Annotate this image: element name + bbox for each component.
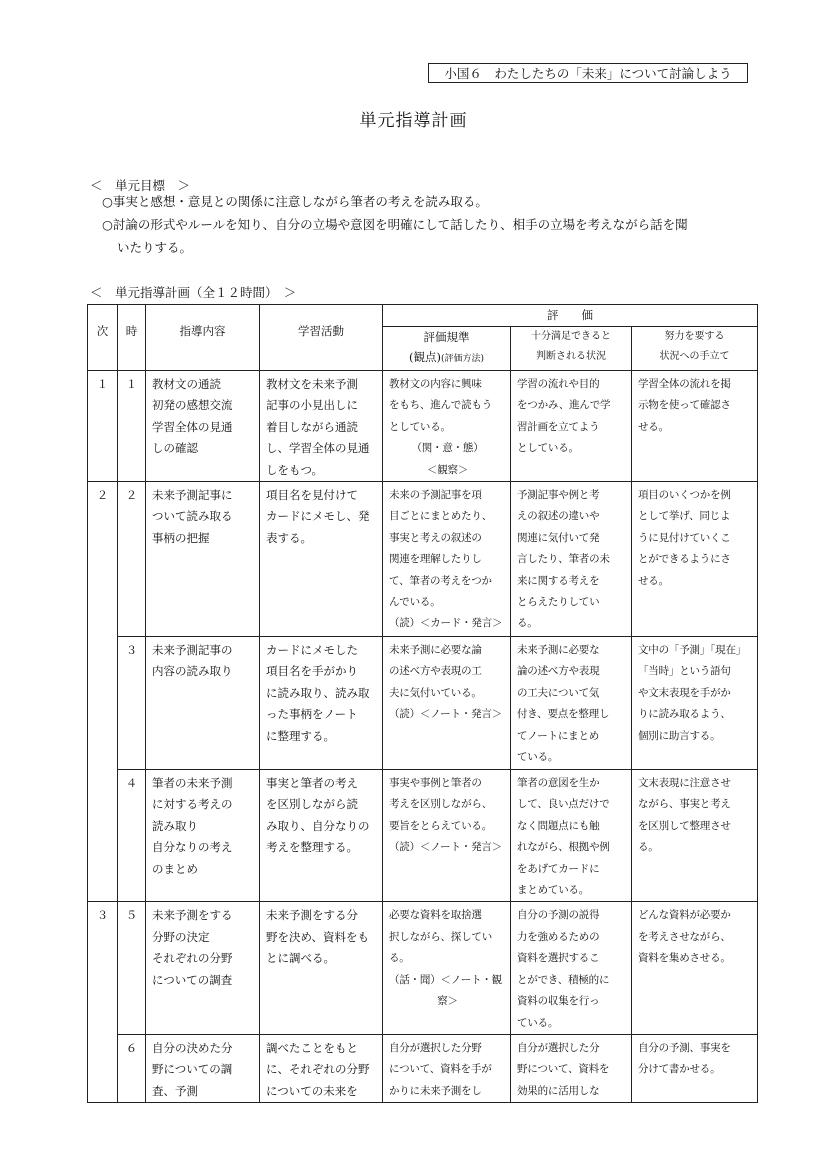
cell-katsudou: カードにメモした 項目名を手がかり に読み取り、読み取 った事柄をノート に整理する。 [260,637,383,770]
cell-katsudou: 事実と筆者の考え を区別しながら読 み取り、自分なりの 考えを整理する。 [260,770,383,902]
cell-naiyou: 自分の決めた分 野についての調 査、予測 [146,1034,260,1102]
table-row [88,902,758,1034]
unit-header-box: 小国６ わたしたちの「未来」について討論しよう [428,63,748,83]
cell-doryoku: 自分の予測、事実を 分けて書かせる。 [632,1034,758,1102]
cell-ji: ４ [118,770,146,902]
cell-kijun: 必要な資料を取捨選 択しながら、探してい る。 （話・聞）＜ノート・観 察＞ [383,902,511,1034]
header-tsugi: 次 [88,305,118,371]
table-row [88,637,758,770]
cell-naiyou: 未来予測をする 分野の決定 それぞれの分野 についての調査 [146,902,260,1034]
cell-naiyou: 未来予測記事の 内容の読み取り [146,637,260,770]
table-row [88,770,758,902]
header-kijun: 評価規準 (観点)(評価方法) [383,327,511,371]
cell-katsudou: 項目名を見付けて カードにメモし、発 表する。 [260,482,383,637]
cell-kijun: 自分が選択した分野 について、資料を手が かりに未来予測をし [383,1034,511,1102]
cell-naiyou: 筆者の未来予測 に対する考えの 読み取り 自分なりの考え のまとめ [146,770,260,902]
header-naiyou: 指導内容 [146,305,260,371]
cell-doryoku: 文中の「予測」「現在」 「当時」という語句 や文末表現を手がか りに読み取るよう、 個別に助言する。 [632,637,758,770]
cell-kijun: 未来予測に必要な論 の述べ方や表現の工 夫に気付いている。 （読）＜ノート・発言＞ [383,637,511,770]
cell-kijun: 未来の予測記事を項 目ごとにまとめたり、 事実と考えの叙述の 関連を理解したりし て、筆者の考えをつか んでいる。 （読）＜カード・発言＞ [383,482,511,637]
cell-kijun: 事実や事例と筆者の 考えを区別しながら、 要旨をとらえている。 （読）＜ノート・発言＞ [383,770,511,902]
cell-manzoku: 未来予測に必要な 論の述べ方や表現 の工夫について気 付き、要点を整理し てノートにまとめ ている。 [511,637,632,770]
header-hyouka: 評 価 [383,305,758,327]
header-ji: 時 [118,305,146,371]
cell-manzoku: 自分が選択した分 野について、資料を 効果的に活用しな [511,1034,632,1102]
cell-doryoku: 文末表現に注意させ ながら、事実と考え を区別して整理させ る。 [632,770,758,902]
cell-katsudou: 教材文を未来予測 記事の小見出しに 着目しながら通読 し、学習全体の見通 しをもつ。 [260,371,383,482]
cell-tsugi: １ [88,371,118,482]
cell-ji: ６ [118,1034,146,1102]
cell-kijun: 教材文の内容に興味 をもち、進んで読もう としている。 （関・意・態） ＜観察＞ [383,371,511,482]
page-title: 単元指導計画 [359,111,468,131]
header-manzoku: 十分満足できると 判断される状況 [511,327,632,371]
cell-manzoku: 予測記事や例と考 えの叙述の違いや 関連に気付いて発 言したり、筆者の未 来に関する考えを とらえたりしてい る。 [511,482,632,637]
cell-katsudou: 未来予測をする分 野を決め、資料をも とに調べる。 [260,902,383,1034]
table-row [88,371,758,482]
header-doryoku: 努力を要する 状況への手立て [632,327,758,371]
cell-ji: １ [118,371,146,482]
plan-heading: ＜ 単元指導計画（全１２時間） ＞ [90,285,297,300]
table-row [88,1034,758,1102]
cell-manzoku: 自分の予測の説得 力を強めるための 資料を選択するこ とができ、積極的に 資料の収集を行っ ている。 [511,902,632,1034]
cell-tsugi: ３ [88,902,118,1103]
cell-doryoku: どんな資料が必要か を考えさせながら、 資料を集めさせる。 [632,902,758,1034]
goals-heading: ＜ 単元目標 ＞ [90,178,191,193]
cell-katsudou: 調べたことをもと に、それぞれの分野 についての未来を [260,1034,383,1102]
cell-ji: ５ [118,902,146,1034]
unit-plan-table [87,304,758,1103]
cell-manzoku: 学習の流れや目的 をつかみ、進んで学 習計画を立てよう としている。 [511,371,632,482]
cell-doryoku: 項目のいくつかを例 として挙げ、同じよ うに見付けていくこ とができるようにさ せる。 [632,482,758,637]
header-katsudou: 学習活動 [260,305,383,371]
goal-item-2-cont: いたりする。 [117,240,193,255]
cell-naiyou: 未来予測記事に ついて読み取る 事柄の把握 [146,482,260,637]
cell-ji: ３ [118,637,146,770]
goal-item-2: ○討論の形式やルールを知り、自分の立場や意図を明確にして話したり、相手の立場を考えながら話を聞 [102,217,688,232]
cell-doryoku: 学習全体の流れを掲 示物を使って確認さ せる。 [632,371,758,482]
cell-naiyou: 教材文の通読 初発の感想交流 学習全体の見通 しの確認 [146,371,260,482]
cell-manzoku: 筆者の意図を生か して、良い点だけで なく問題点にも触 れながら、根拠や例 をあげてカードに まとめている。 [511,770,632,902]
cell-tsugi: ２ [88,482,118,902]
cell-ji: ２ [118,482,146,637]
table-row [88,482,758,637]
goal-item-1: ○事実と感想・意見との関係に注意しながら筆者の考えを読み取る。 [102,194,488,209]
